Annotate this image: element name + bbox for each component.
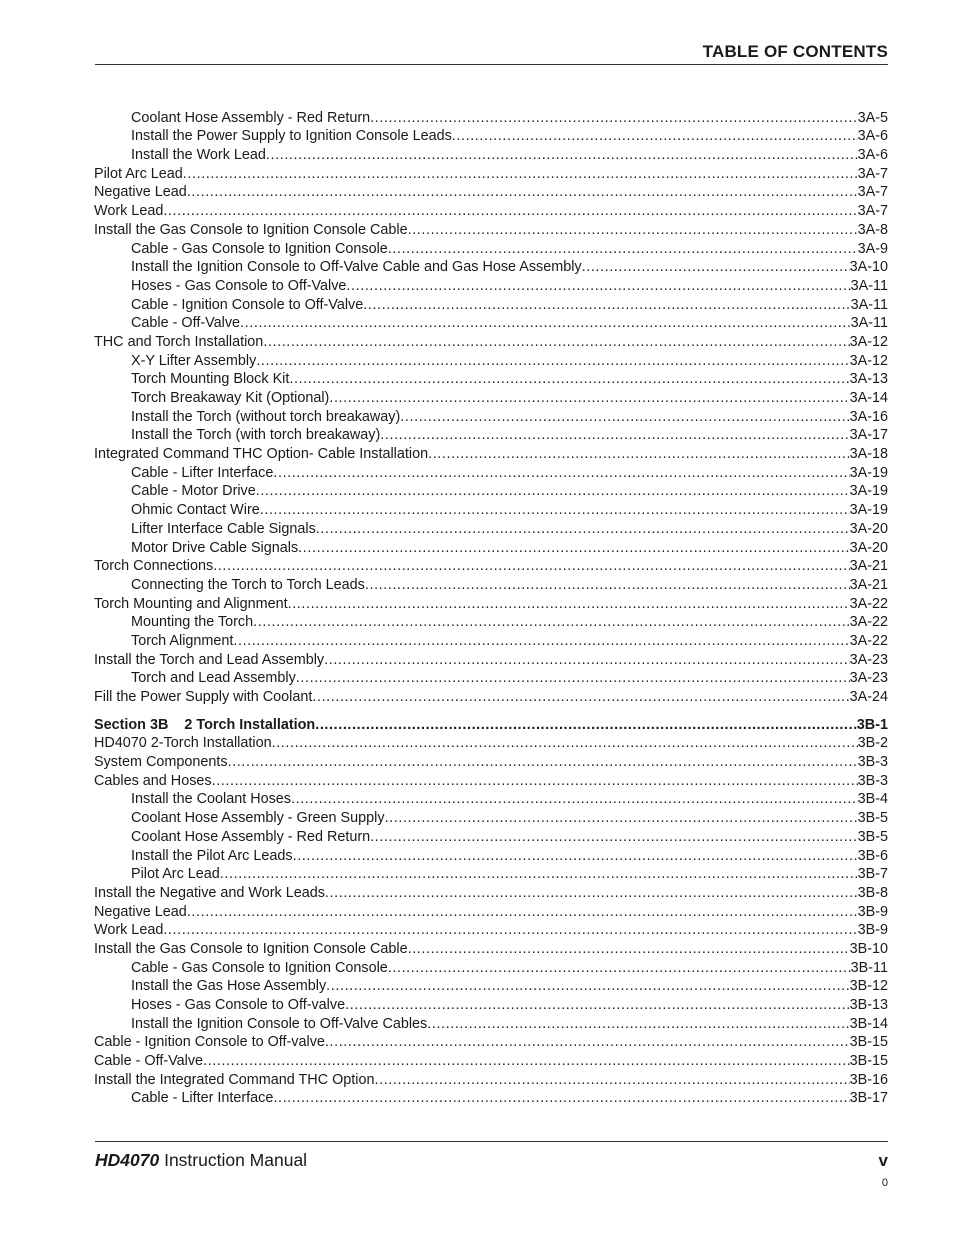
toc-entry[interactable] [94,1033,888,1052]
toc-dot-leader [315,716,857,734]
toc-entry[interactable] [94,631,888,650]
toc-entry-page: 3A-19 [849,464,888,481]
toc-dot-leader [212,772,858,790]
toc-entry-title: Cable - Off-Valve [131,315,241,332]
toc-dot-leader [289,370,849,388]
toc-entry-page: 3A-10 [849,259,888,276]
toc-entry[interactable] [94,734,888,753]
toc-entry[interactable] [94,865,888,884]
toc-entry-title: Negative Lead [94,903,187,920]
toc-entry[interactable] [94,808,888,827]
toc-entry-title: X-Y Lifter Assembly [131,352,257,369]
toc-entry-page: 3A-22 [849,632,888,649]
toc-entry[interactable] [94,902,888,921]
toc-entry[interactable] [94,407,888,426]
toc-dot-leader [233,632,849,650]
toc-entry-page: 3A-23 [849,651,888,668]
toc-entry-page: 3B-12 [849,978,888,995]
toc-entry-page: 3B-4 [857,791,888,808]
toc-entry-title: Lifter Interface Cable Signals [131,520,316,537]
toc-entry-title: Cable - Lifter Interface [131,464,274,481]
toc-dot-leader [296,669,850,687]
toc-entry-title: Cables and Hoses [94,772,212,789]
toc-entry-title: Hoses - Gas Console to Off-Valve [131,277,347,294]
toc-dot-leader [400,408,849,426]
toc-entry[interactable] [94,613,888,632]
toc-dot-leader [427,1015,849,1033]
toc-dot-leader [345,996,850,1014]
toc-entry-page: 3B-10 [849,940,888,957]
header-divider [95,64,888,65]
toc-entry-page: 3A-8 [857,221,888,238]
toc-entry-page: 3B-7 [857,866,888,883]
footer-manual-title [95,1150,307,1171]
toc-entry[interactable] [94,715,888,734]
toc-entry[interactable] [94,239,888,258]
toc-entry[interactable] [94,519,888,538]
footer-brand: HD4070 [95,1150,160,1170]
toc-entry[interactable] [94,958,888,977]
toc-dot-leader [163,202,857,220]
toc-dot-leader [375,1071,850,1089]
toc-entry-page: 3A-9 [857,240,888,257]
toc-dot-leader [240,314,851,332]
toc-entry-page: 3B-15 [849,1034,888,1051]
toc-dot-leader [329,389,849,407]
toc-entry-title: Torch Alignment [131,632,234,649]
toc-entry-page: 3A-19 [849,502,888,519]
toc-entry-page: 3B-13 [849,997,888,1013]
toc-dot-leader [183,165,858,183]
toc-entry-title: Torch Mounting and Alignment [94,595,288,612]
toc-dot-leader [203,1052,850,1070]
toc-dot-leader [316,520,850,538]
toc-entry[interactable] [94,650,888,669]
toc-entry-title: Install the Gas Console to Ignition Console Cable [94,940,408,957]
toc-entry-page: 3A-23 [849,670,888,687]
toc-dot-leader [452,127,858,145]
toc-entry[interactable] [94,164,888,183]
toc-entry-title: Install the Torch (with torch breakaway) [131,427,381,444]
toc-entry-page: 3B-2 [857,735,888,752]
toc-entry-title: Install the Pilot Arc Leads [131,847,293,864]
toc-entry-title: Install the Torch and Lead Assembly [94,651,325,668]
toc-entry[interactable] [94,827,888,846]
toc-entry-page: 3B-17 [849,1090,888,1107]
toc-entry-title: Cable - Ignition Console to Off-Valve [131,296,364,313]
toc-entry-page: 3A-14 [849,390,888,406]
toc-entry-title: Fill the Power Supply with Coolant [94,689,313,705]
toc-entry-page: 3A-13 [849,371,888,388]
toc-entry-page: 3B-8 [857,884,888,901]
toc-entry-title: Pilot Arc Lead [94,165,183,182]
toc-dot-leader [163,921,857,939]
toc-dot-leader [253,613,849,631]
footer-page-number: v [878,1151,888,1170]
footer-divider [95,1141,888,1142]
toc-entry-title: Cable - Ignition Console to Off-valve [94,1034,325,1051]
toc-dot-leader [428,445,850,463]
toc-entry[interactable] [94,752,888,771]
toc-entry-page: 3B-3 [857,754,888,771]
toc-entry[interactable] [94,482,888,501]
toc-dot-leader [325,1033,850,1051]
toc-dot-leader [291,790,858,808]
toc-entry-page: 3A-11 [850,277,888,294]
toc-entry-page: 3B-16 [849,1071,888,1088]
toc-entry-title: Cable - Motor Drive [131,483,256,500]
toc-dot-leader [256,352,849,370]
toc-dot-leader [324,651,849,669]
toc-entry-page: 3A-7 [857,165,888,182]
toc-entry-page: 3B-15 [849,1053,888,1070]
toc-dot-leader [213,557,849,575]
toc-entry[interactable] [94,444,888,463]
toc-entry-page: 3B-9 [857,922,888,939]
toc-dot-leader [187,903,858,921]
toc-dot-leader [370,109,857,127]
toc-dot-leader [408,221,858,239]
toc-entry[interactable] [94,295,888,314]
toc-entry-page: 3B-1 [856,716,888,733]
toc-entry[interactable] [94,145,888,164]
toc-entry-page: 3A-17 [849,427,888,444]
toc-dot-leader [256,482,850,500]
toc-entry[interactable] [94,314,888,333]
toc-dot-leader [346,277,850,295]
toc-entry-title: Install the Coolant Hoses [131,791,291,808]
toc-entry[interactable] [94,575,888,594]
toc-entry-title: Motor Drive Cable Signals [131,539,299,556]
toc-entry-page: 3A-7 [857,184,888,201]
toc-entry-title: Torch Mounting Block Kit [131,371,290,388]
toc-entry-title: Cable - Gas Console to Ignition Console [131,959,388,976]
toc-entry-title: Cable - Gas Console to Ignition Console [131,240,388,257]
toc-entry-page: 3B-11 [850,959,888,976]
toc-entry[interactable] [94,220,888,239]
toc-dot-leader [326,977,849,995]
toc-entry-title: Install the Work Lead [131,147,266,164]
toc-entry-title: Mounting the Torch [131,614,254,631]
toc-entry-title: Coolant Hose Assembly - Red Return [131,828,371,845]
toc-entry-title: Install the Torch (without torch breakaway) [131,408,401,425]
toc-entry-title: System Components [94,754,228,771]
toc-entry[interactable] [94,594,888,613]
toc-entry[interactable] [94,771,888,790]
toc-entry[interactable] [94,921,888,940]
toc-entry-page: 3A-6 [857,128,888,145]
toc-entry-page: 3A-11 [850,296,888,313]
toc-entry[interactable] [94,1070,888,1089]
toc-dot-leader [370,828,857,846]
toc-entry[interactable] [94,370,888,389]
toc-entry-page: 3A-7 [857,203,888,220]
toc-entry-title: Ohmic Contact Wire [131,502,260,519]
footer-manual-label: Instruction Manual [159,1150,308,1170]
toc-entry-title: Install the Ignition Console to Off-Valve Cable and Gas Hose Assembly [131,259,582,276]
toc-entry[interactable] [94,1014,888,1033]
toc-entry-title: HD4070 2-Torch Installation [94,735,272,752]
toc-dot-leader [388,959,851,977]
toc-entry-page: 3A-21 [849,558,888,575]
toc-entry-title: Integrated Command THC Option- Cable Installation [94,446,429,463]
toc-entry-title: Work Lead [94,922,164,939]
toc-entry-title: Install the Power Supply to Ignition Console Leads [131,128,452,145]
toc-entry-page: 3B-14 [849,1015,888,1032]
toc-entry[interactable] [94,1089,888,1108]
toc-dot-leader [365,576,850,594]
toc-entry-page: 3A-24 [849,689,888,705]
toc-dot-leader [288,595,850,613]
toc-entry-title: Connecting the Torch to Torch Leads [131,576,365,593]
toc-entry-title: Torch Breakaway Kit (Optional) [131,390,330,406]
toc-entry[interactable] [94,939,888,958]
toc-entry[interactable] [94,977,888,996]
toc-entry[interactable] [94,687,888,706]
toc-entry-title: Install the Integrated Command THC Option [94,1071,375,1088]
toc-entry-page: 3B-5 [857,810,888,827]
toc-entry-page: 3A-19 [849,483,888,500]
toc-dot-leader [363,296,850,314]
toc-dot-leader [272,734,858,752]
toc-entry[interactable] [94,258,888,277]
toc-dot-leader [187,183,858,201]
toc-dot-leader [325,884,858,902]
toc-entry[interactable] [94,201,888,220]
toc-dot-leader [263,333,849,351]
toc-entry-page: 3A-12 [849,352,888,369]
toc-dot-leader [385,809,858,827]
toc-dot-leader [380,426,849,444]
toc-entry-page: 3B-3 [857,772,888,789]
toc-entry-title: Coolant Hose Assembly - Red Return [131,109,371,126]
toc-entry-title: Section 3B 2 Torch Installation [94,716,316,733]
toc-entry-title: Install the Gas Hose Assembly [131,978,327,995]
toc-entry[interactable] [94,332,888,351]
toc-entry[interactable] [94,1051,888,1070]
toc-entry-title: THC and Torch Installation [94,333,264,350]
toc-entry-page: 3B-5 [857,828,888,845]
toc-entry-page: 3A-5 [857,109,888,126]
toc-dot-leader [273,464,849,482]
toc-entry[interactable] [94,669,888,688]
toc-entry[interactable] [94,426,888,445]
toc-entry[interactable] [94,500,888,519]
toc-dot-leader [266,146,858,164]
toc-entry[interactable] [94,463,888,482]
toc-entry-page: 3A-12 [849,333,888,350]
toc-entry-title: Torch and Lead Assembly [131,670,296,687]
toc-entry-title: Negative Lead [94,184,187,201]
toc-entry[interactable] [94,557,888,576]
toc-entry-page: 3B-6 [857,847,888,864]
toc-dot-leader [298,539,849,557]
toc-entry-title: Coolant Hose Assembly - Green Supply [131,810,385,827]
toc-entry-title: Install the Gas Console to Ignition Console Cable [94,221,408,238]
toc-entry[interactable] [94,183,888,202]
toc-dot-leader [408,940,850,958]
page-header-title: TABLE OF CONTENTS [702,42,888,61]
toc-entry-title: Install the Negative and Work Leads [94,884,325,901]
toc-entry[interactable] [94,388,888,407]
toc-entry[interactable] [94,276,888,295]
table-of-contents [94,108,888,1107]
toc-entry-title: Work Lead [94,203,164,220]
toc-entry-page: 3A-22 [849,595,888,612]
toc-dot-leader [312,688,849,706]
toc-entry[interactable] [94,108,888,127]
toc-entry[interactable] [94,351,888,370]
toc-entry-page: 3A-16 [849,408,888,425]
toc-entry[interactable] [94,127,888,146]
toc-entry-title: Pilot Arc Lead [131,866,220,883]
toc-dot-leader [293,847,858,865]
toc-entry[interactable] [94,846,888,865]
toc-dot-leader [582,258,850,276]
toc-dot-leader [388,240,858,258]
toc-entry-title: Cable - Lifter Interface [131,1090,274,1107]
toc-entry-page: 3A-20 [849,539,888,556]
toc-entry-page: 3B-9 [857,903,888,920]
toc-entry-title: Torch Connections [94,558,214,575]
toc-entry-page: 3A-6 [857,147,888,164]
toc-entry[interactable] [94,790,888,809]
toc-entry-page: 3A-22 [849,614,888,631]
toc-entry[interactable] [94,995,888,1014]
toc-entry[interactable] [94,538,888,557]
toc-dot-leader [228,753,858,771]
toc-dot-leader [260,501,850,519]
toc-entry-page: 3A-18 [849,446,888,463]
footer-revision: 0 [881,1177,888,1189]
toc-entry-title: Install the Ignition Console to Off-Valve Cables [131,1015,428,1032]
toc-entry-title: Cable - Off-Valve [94,1053,204,1070]
toc-dot-leader [273,1089,849,1107]
toc-entry-page: 3A-11 [850,315,888,332]
toc-entry-page: 3A-21 [849,576,888,593]
toc-entry-page: 3A-20 [849,520,888,537]
toc-entry-title: Hoses - Gas Console to Off-valve [131,997,346,1013]
toc-dot-leader [220,865,858,883]
toc-entry[interactable] [94,883,888,902]
